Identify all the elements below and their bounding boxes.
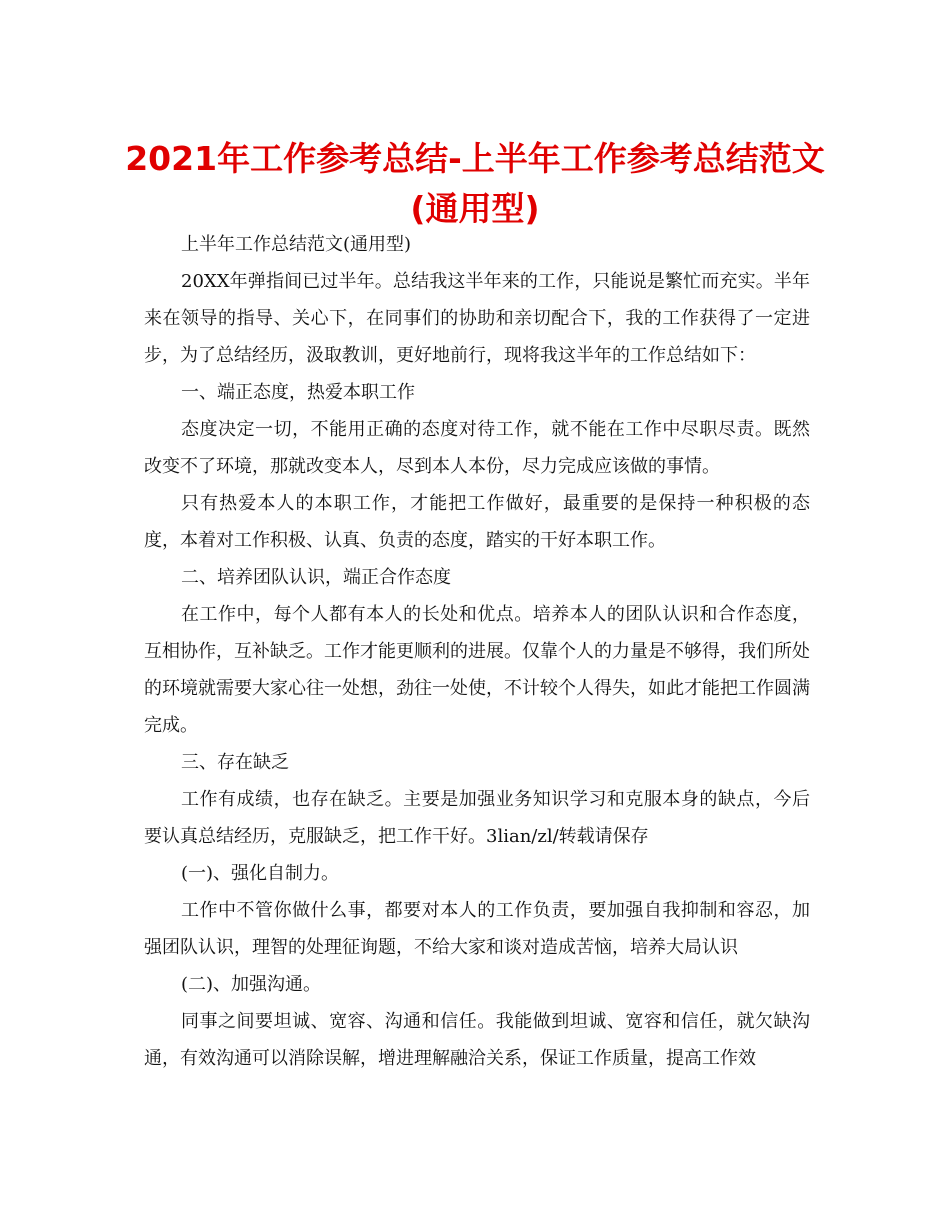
paragraph: 态度决定一切，不能用正确的态度对待工作，就不能在工作中尽职尽责。既然改变不了环境，那就改变本人，尽到本人本份，尽力完成应该做的事情。 xyxy=(144,419,810,477)
paragraph: 同事之间要坦诚、宽容、沟通和信任。我能做到坦诚、宽容和信任，就欠缺沟通，有效沟通可以消除误解，增进理解融洽关系，保证工作质量，提高工作效 xyxy=(144,1011,810,1069)
section-heading: 二、培养团队认识，端正合作态度 xyxy=(181,567,451,588)
subsection-heading: (一)、强化自制力。 xyxy=(181,863,340,884)
document-body xyxy=(144,226,810,1077)
section-heading: 三、存在缺乏 xyxy=(181,752,289,773)
paragraph: 在工作中，每个人都有本人的长处和优点。培养本人的团队认识和合作态度，互相协作，互补缺乏。工作才能更顺利的进展。仅靠个人的力量是不够得，我们所处的环境就需要大家心往一处想，劲往一处使，不计较个人得失，如此才能把工作圆满完成。 xyxy=(144,604,810,736)
paragraph: 上半年工作总结范文(通用型) xyxy=(181,234,412,255)
paragraph: 工作有成绩，也存在缺乏。主要是加强业务知识学习和克服本身的缺点，今后要认真总结经历，克服缺乏，把工作干好。3lian/zl/转载请保存 xyxy=(144,789,810,847)
section-heading: 一、端正态度，热爱本职工作 xyxy=(181,382,415,403)
subsection-heading: (二)、加强沟通。 xyxy=(181,974,322,995)
document-title: 2021年工作参考总结-上半年工作参考总结范文(通用型) xyxy=(125,139,825,228)
paragraph: 20XX年弹指间已过半年。总结我这半年来的工作，只能说是繁忙而充实。半年来在领导的指导、关心下，在同事们的协助和亲切配合下，我的工作获得了一定进步，为了总结经历，汲取教训，更好地前行，现将我这半年的工作总结如下： xyxy=(144,271,810,366)
paragraph: 只有热爱本人的本职工作，才能把工作做好，最重要的是保持一种积极的态度，本着对工作积极、认真、负责的态度，踏实的干好本职工作。 xyxy=(144,493,810,551)
paragraph: 工作中不管你做什么事，都要对本人的工作负责，要加强自我抑制和容忍，加强团队认识，理智的处理征询题，不给大家和谈对造成苦恼，培养大局认识 xyxy=(144,900,810,958)
